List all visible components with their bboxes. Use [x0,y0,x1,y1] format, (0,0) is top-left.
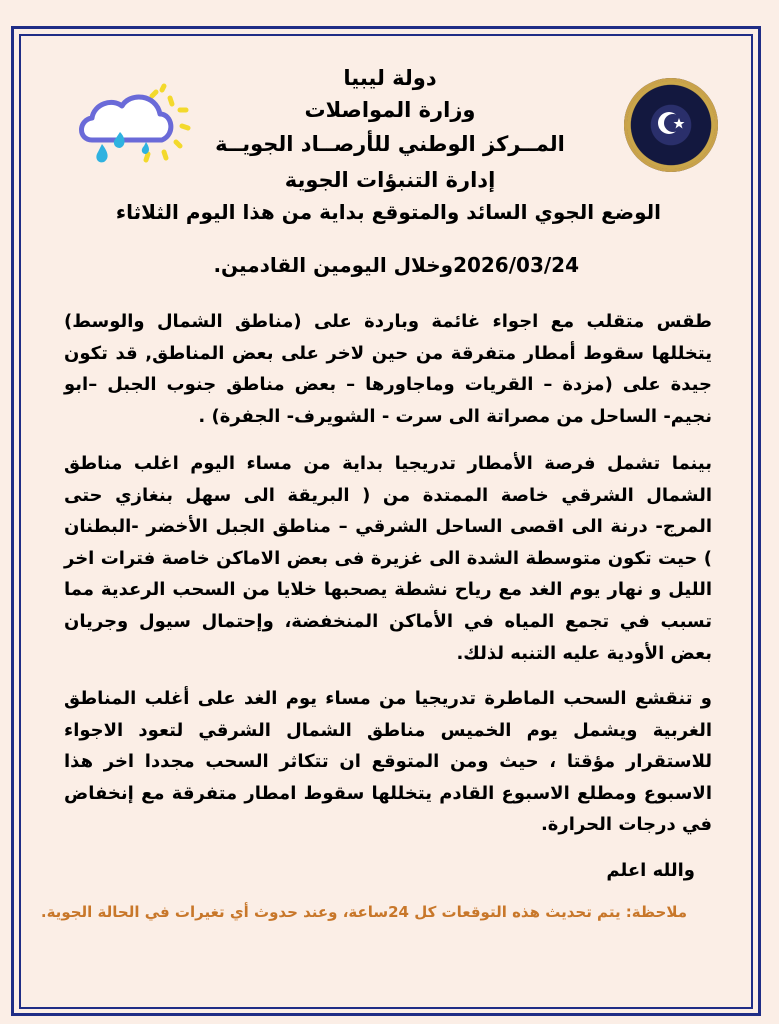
update-note: ملاحظة: يتم تحديث هذه التوقعات كل 24ساعة، وعند حدوث أي تغيرات في الحالة الجوية. [40,903,687,921]
paragraph-3: و تنقشع السحب الماطرة تدريجيا من مساء يوم الغد على أغلب المناطق الغربية ويشمل يوم الخميس مناطق الشمال الشرقي لتعود الاجواء للاستقرار مؤقتا ، حيث ومن المتوقع ان تتكاثر السحب مجددا اخر هذا الاسبوع ومطلع الاسبوع القادم يتخللها سقوط امطار متفرقة مع إنخفاض في درجات الحرارة. [64,688,712,836]
forecast-title: الوضع الجوي السائد والمتوقع بداية من هذا اليوم الثلاثاء [115,200,661,224]
rain-cloud-sun-icon [72,82,200,172]
ministry-logo-icon [624,78,718,172]
crescent-star-icon [654,106,688,140]
header-center: المــركز الوطني للأرصــاد الجويــة [215,132,565,156]
forecast-date-line: 2026/03/24وخلال اليومين القادمين. [213,253,579,277]
closing-phrase: والله اعلم [606,860,695,881]
header-department: إدارة التنبؤات الجوية [284,168,496,192]
paragraph-1: طقس متقلب مع اجواء غائمة وباردة على (مناطق الشمال والوسط) يتخللها سقوط أمطار متفرقة من حين لاخر على بعض المناطق, قد تكون جيدة على (مزدة – القريات وماجاورها – بعض مناطق جنوب الجبل –ابو نجيم- الساحل من مصراتة الى سرت - الشويرف- الجفرة) . [64,311,712,427]
header-country: دولة ليبيا [343,66,437,90]
paragraph-2: بينما تشمل فرصة الأمطار تدريجيا بداية من مساء اليوم اغلب مناطق الشمال الشرقي خاصة الممتدة من ( البريقة الى سهل بنغازي حتى المرج- درنة الى اقصى الساحل الشرقي – مناطق الجبل الأخضر -البطنان ) حيت تكون متوسطة الشدة الى غزيرة فى بعض الاماكن خاصة فترات اخر الليل و نهار يوم الغد مع رياح نشطة يصحبها خلايا من السحب الرعدية مما تسبب في تجمع المياه في الأماكن المنخفضة، وإحتمال سيول وجريان بعض الأودية عليه التنبه لذلك. [64,453,712,664]
header-ministry: وزارة المواصلات [304,98,476,122]
